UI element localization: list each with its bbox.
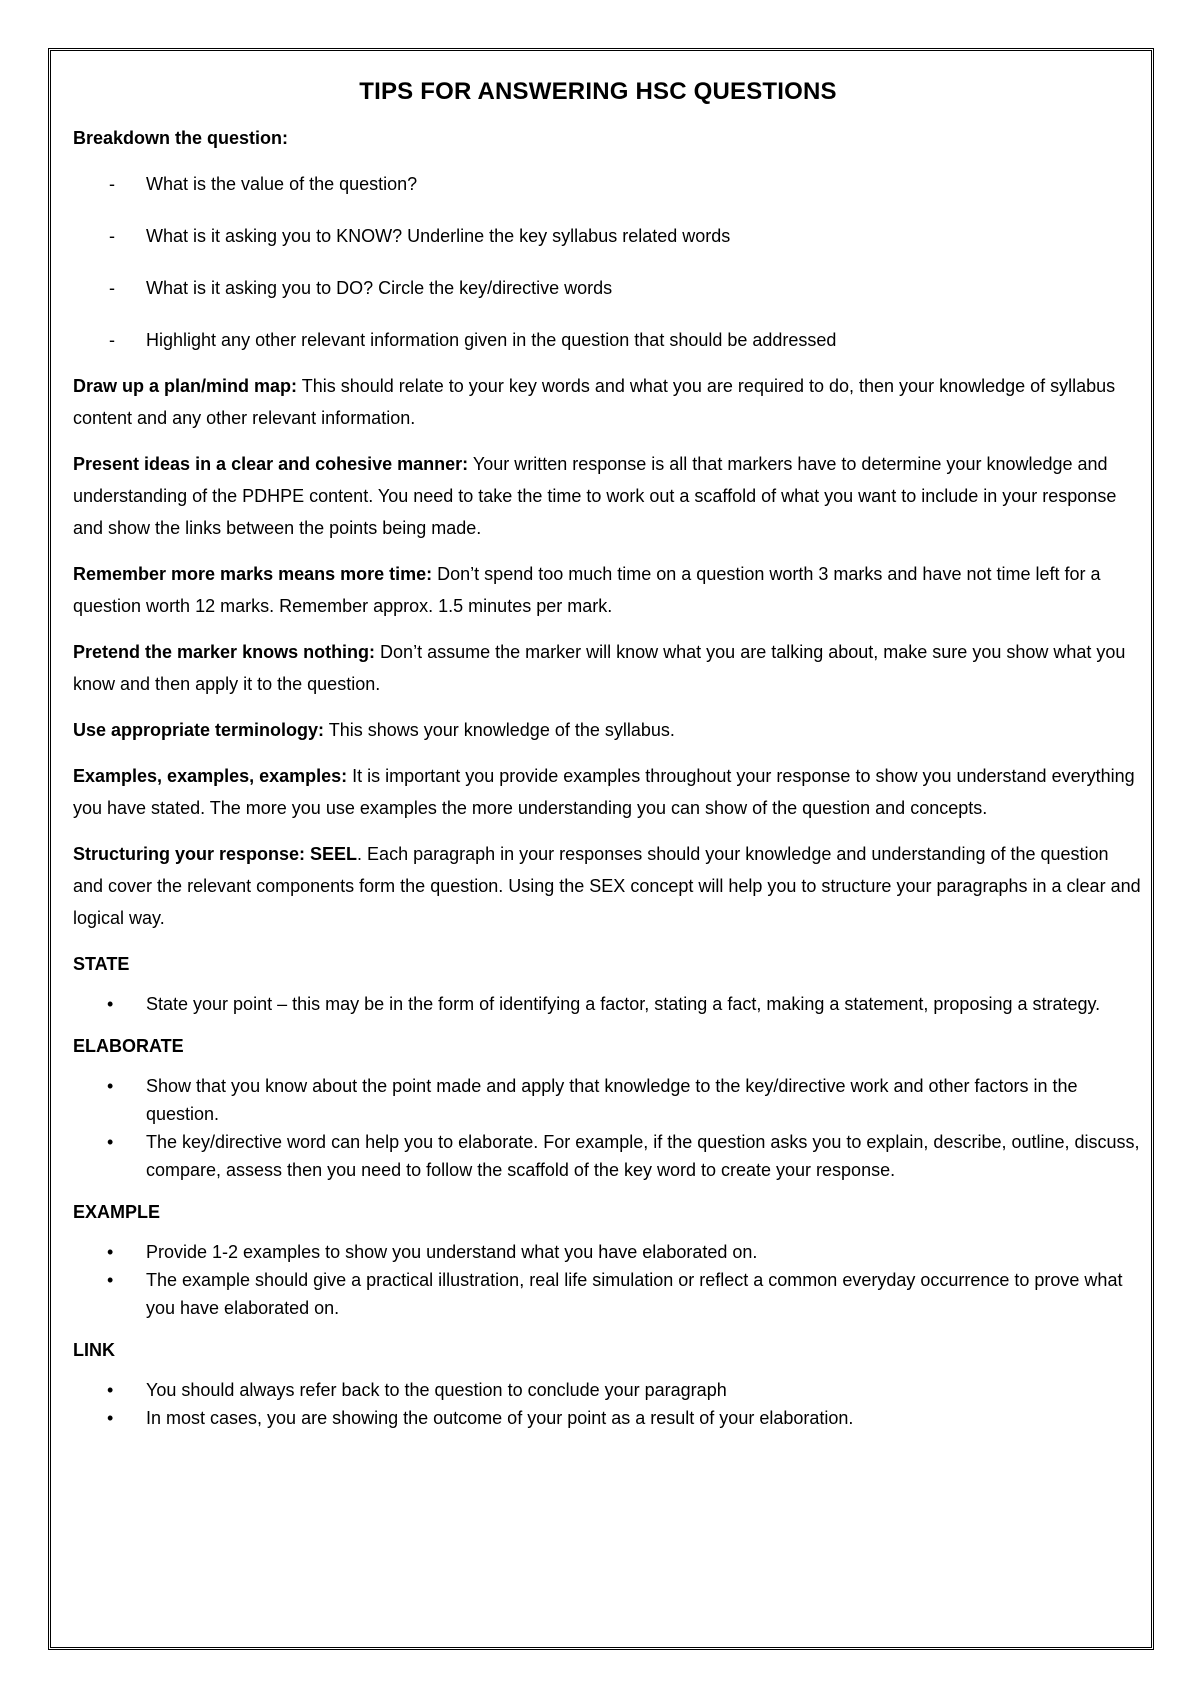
breakdown-list xyxy=(73,168,1143,356)
tip-label: Pretend the marker knows nothing: xyxy=(73,642,376,662)
bullet-marker: • xyxy=(107,1132,114,1152)
example-list xyxy=(73,1238,1143,1322)
tip-structuring xyxy=(73,838,1143,934)
dash-marker: - xyxy=(109,226,115,246)
tip-text: . Each paragraph in your responses should your knowledge and understanding of the question and cover the relevant components form the question. Using the SEX concept will help you to structure your paragraphs in a clear and logical way. xyxy=(73,844,1141,928)
elaborate-list xyxy=(73,1072,1143,1184)
tip-label: Draw up a plan/mind map: xyxy=(73,376,298,396)
list-item xyxy=(73,168,1143,200)
list-item xyxy=(73,220,1143,252)
list-item-text: Show that you know about the point made and apply that knowledge to the key/directive work and other factors in the question. xyxy=(146,1076,1078,1124)
tip-plan xyxy=(73,370,1143,434)
list-item-text: You should always refer back to the question to conclude your paragraph xyxy=(146,1380,727,1400)
tip-text: This should relate to your key words and what you are required to do, then your knowledge of syllabus content and any other relevant information. xyxy=(73,376,1116,428)
list-item-text: What is the value of the question? xyxy=(146,174,418,194)
document-body xyxy=(73,76,1143,1444)
elaborate-heading: ELABORATE xyxy=(73,1036,184,1056)
bullet-marker: • xyxy=(107,994,114,1014)
list-item-text: What is it asking you to DO? Circle the key/directive words xyxy=(146,278,613,298)
tip-marks-time xyxy=(73,558,1143,622)
bullet-marker: • xyxy=(107,1076,114,1096)
state-list xyxy=(73,990,1143,1018)
bullet-marker: • xyxy=(107,1408,114,1428)
list-item xyxy=(73,272,1143,304)
tip-label: Present ideas in a clear and cohesive manner: xyxy=(73,454,469,474)
list-item-text: Provide 1-2 examples to show you understand what you have elaborated on. xyxy=(146,1242,758,1262)
example-heading: EXAMPLE xyxy=(73,1202,161,1222)
tip-text: Your written response is all that markers have to determine your knowledge and understanding of the PDHPE content. You need to take the time to work out a scaffold of what you want to include in your response and show the links between the points being made. xyxy=(73,454,1117,538)
tip-terminology xyxy=(73,714,1143,746)
breakdown-heading: Breakdown the question: xyxy=(73,128,289,148)
tip-examples xyxy=(73,760,1143,824)
list-item-text: The example should give a practical illustration, real life simulation or reflect a common everyday occurrence to prove what you have elaborated on. xyxy=(146,1270,1123,1318)
tip-label: Examples, examples, examples: xyxy=(73,766,348,786)
dash-marker: - xyxy=(109,278,115,298)
list-item xyxy=(73,1404,1143,1432)
tip-text: It is important you provide examples throughout your response to show you understand everything you have stated. The more you use examples the more understanding you can show of the question and concepts. xyxy=(73,766,1135,818)
page-title: TIPS FOR ANSWERING HSC QUESTIONS xyxy=(359,78,837,105)
list-item xyxy=(73,324,1143,356)
tip-text: This shows your knowledge of the syllabus. xyxy=(324,720,675,740)
state-heading: STATE xyxy=(73,954,130,974)
list-item-text: Highlight any other relevant information given in the question that should be addressed xyxy=(146,330,837,350)
bullet-marker: • xyxy=(107,1270,114,1290)
list-item xyxy=(73,1266,1143,1322)
list-item xyxy=(73,1128,1143,1184)
link-list xyxy=(73,1376,1143,1432)
dash-marker: - xyxy=(109,330,115,350)
tip-label: Remember more marks means more time: xyxy=(73,564,433,584)
tip-marker-knows-nothing xyxy=(73,636,1143,700)
list-item xyxy=(73,990,1143,1018)
list-item xyxy=(73,1072,1143,1128)
list-item-text: State your point – this may be in the form of identifying a factor, stating a fact, making a statement, proposing a strategy. xyxy=(146,994,1101,1014)
tip-present-ideas xyxy=(73,448,1143,544)
tip-text: Don’t spend too much time on a question worth 3 marks and have not time left for a question worth 12 marks. Remember approx. 1.5 minutes per mark. xyxy=(73,564,1101,616)
bullet-marker: • xyxy=(107,1380,114,1400)
list-item xyxy=(73,1238,1143,1266)
dash-marker: - xyxy=(109,174,115,194)
tip-label: Use appropriate terminology: xyxy=(73,720,325,740)
list-item-text: The key/directive word can help you to elaborate. For example, if the question asks you to explain, describe, outline, discuss, compare, assess then you need to follow the scaffold of the key word to create your response. xyxy=(146,1132,1140,1180)
list-item-text: In most cases, you are showing the outcome of your point as a result of your elaboration. xyxy=(146,1408,854,1428)
link-heading: LINK xyxy=(73,1340,115,1360)
tip-label: Structuring your response: SEEL xyxy=(73,844,358,864)
tip-text: Don’t assume the marker will know what you are talking about, make sure you show what you know and then apply it to the question. xyxy=(73,642,1126,694)
list-item-text: What is it asking you to KNOW? Underline the key syllabus related words xyxy=(146,226,731,246)
bullet-marker: • xyxy=(107,1242,114,1262)
list-item xyxy=(73,1376,1143,1404)
